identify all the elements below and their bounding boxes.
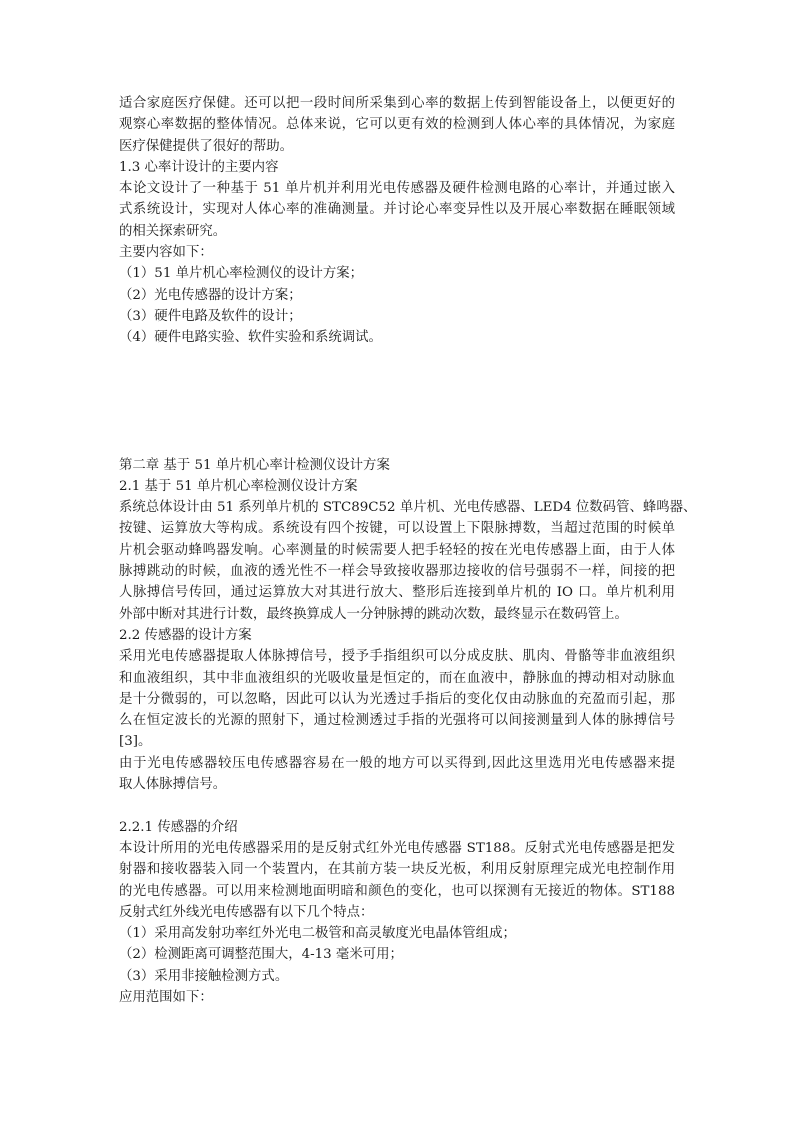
text-line: 么在恒定波长的光源的照射下，通过检测透过手指的光强将可以间接测量到人体的脉搏信号 — [119, 713, 675, 729]
text-line: 式系统设计，实现对人体心率的准确测量。并讨论心率变异性以及开展心率数据在睡眠领域 — [119, 202, 675, 218]
intro-paragraph — [119, 93, 675, 157]
text-line: 适合家庭医疗保健。还可以把一段时间所采集到心率的数据上传到智能设备上，以便更好的 — [119, 96, 675, 111]
list-item: （1）51 单片机心率检测仪的设计方案； — [119, 266, 364, 282]
text-line: 反射式红外线光电传感器有以下几个特点： — [119, 904, 374, 920]
paragraph-gap — [119, 795, 675, 816]
section-2-1-paragraph — [119, 497, 697, 625]
chapter-title: 第二章 基于 51 单片机心率计检测仪设计方案 — [119, 457, 390, 473]
list-item: （2）光电传感器的设计方案； — [119, 287, 302, 303]
section-2-2-paragraph-2 — [119, 753, 675, 796]
section-heading-2-1: 2.1 基于 51 单片机心率检测仪设计方案 — [119, 478, 358, 494]
section-heading-2-2: 2.2 传感器的设计方案 — [119, 627, 252, 643]
page-gap — [119, 349, 675, 455]
text-line: 的相关探索研究。 — [119, 223, 227, 239]
list-item: （2）检测距离可调整范围大，4-13 毫米可用； — [119, 947, 403, 963]
list-item: （3）硬件电路及软件的设计； — [119, 308, 302, 324]
list-item: （3）采用非接触检测方式。 — [119, 968, 289, 984]
section-heading-2-2-1: 2.2.1 传感器的介绍 — [119, 819, 238, 835]
text-line: 射器和接收器装入同一个装置内，在其前方装一块反光板，利用反射原理完成光电控制作用 — [119, 862, 675, 878]
text-line: 片机会驱动蜂鸣器发响。心率测量的时候需要人把手轻轻的按在光电传感器上面，由于人体 — [119, 542, 675, 558]
document-page — [119, 93, 697, 1008]
text-line: 取人体脉搏信号。 — [119, 777, 227, 793]
feature-list — [119, 923, 675, 987]
list-item: （1）采用高发射功率红外光电二极管和高灵敏度光电晶体管组成； — [119, 926, 516, 942]
text-line: 按键、运算放大等构成。系统设有四个按键，可以设置上下限脉搏数，当超过范围的时候单 — [119, 521, 675, 537]
text-line: 脉搏跳动的时候，血液的透光性不一样会导致接收器那边接收的信号强弱不一样，间接的把 — [119, 564, 675, 580]
text-line: 系统总体设计由 51 系列单片机的 STC89C52 单片机、光电传感器、LED4 位数码管、蜂鸣器、 — [119, 500, 697, 516]
text-line: 医疗保健提供了很好的帮助。 — [119, 138, 294, 154]
text-line: [3]。 — [119, 734, 152, 750]
text-line: 人脉搏信号传回，通过运算放大对其进行放大、整形后连接到单片机的 IO 口。单片机利用 — [119, 585, 675, 601]
text-line: 本论文设计了一种基于 51 单片机并利用光电传感器及硬件检测电路的心率计，并通过嵌入 — [119, 181, 675, 197]
section-1-3-paragraph — [119, 178, 675, 242]
section-heading-1-3: 1.3 心率计设计的主要内容 — [119, 159, 279, 175]
list-item: （4）硬件电路实验、软件实验和系统调试。 — [119, 330, 382, 346]
text-line: 由于光电传感器较压电传感器容易在一般的地方可以买得到,因此这里选用光电传感器来提 — [119, 755, 675, 771]
closing-line: 应用范围如下： — [119, 989, 213, 1005]
text-line: 观察心率数据的整体情况。总体来说，它可以更有效的检测到人体心率的具体情况，为家庭 — [119, 117, 675, 133]
text-line: 本设计所用的光电传感器采用的是反射式红外光电传感器 ST188。反射式光电传感器是把发 — [119, 840, 675, 856]
content-list — [119, 263, 675, 348]
text-line: 是十分微弱的，可以忽略，因此可以认为光透过手指后的变化仅由动脉血的充盈而引起，那 — [119, 691, 675, 707]
section-2-2-paragraph-1 — [119, 646, 675, 752]
text-line: 外部中断对其进行计数，最终换算成人一分钟脉搏的跳动次数，最终显示在数码管上。 — [119, 606, 628, 622]
section-2-2-1-paragraph — [119, 838, 675, 923]
text-line: 的光电传感器。可以用来检测地面明暗和颜色的变化，也可以探测有无接近的物体。ST188 — [119, 883, 675, 899]
list-intro: 主要内容如下： — [119, 245, 213, 261]
text-line: 采用光电传感器提取人体脉搏信号，授予手指组织可以分成皮肤、肌肉、骨骼等非血液组织 — [119, 649, 675, 665]
text-line: 和血液组织，其中非血液组织的光吸收量是恒定的，而在血液中，静脉血的搏动相对动脉血 — [119, 670, 675, 686]
